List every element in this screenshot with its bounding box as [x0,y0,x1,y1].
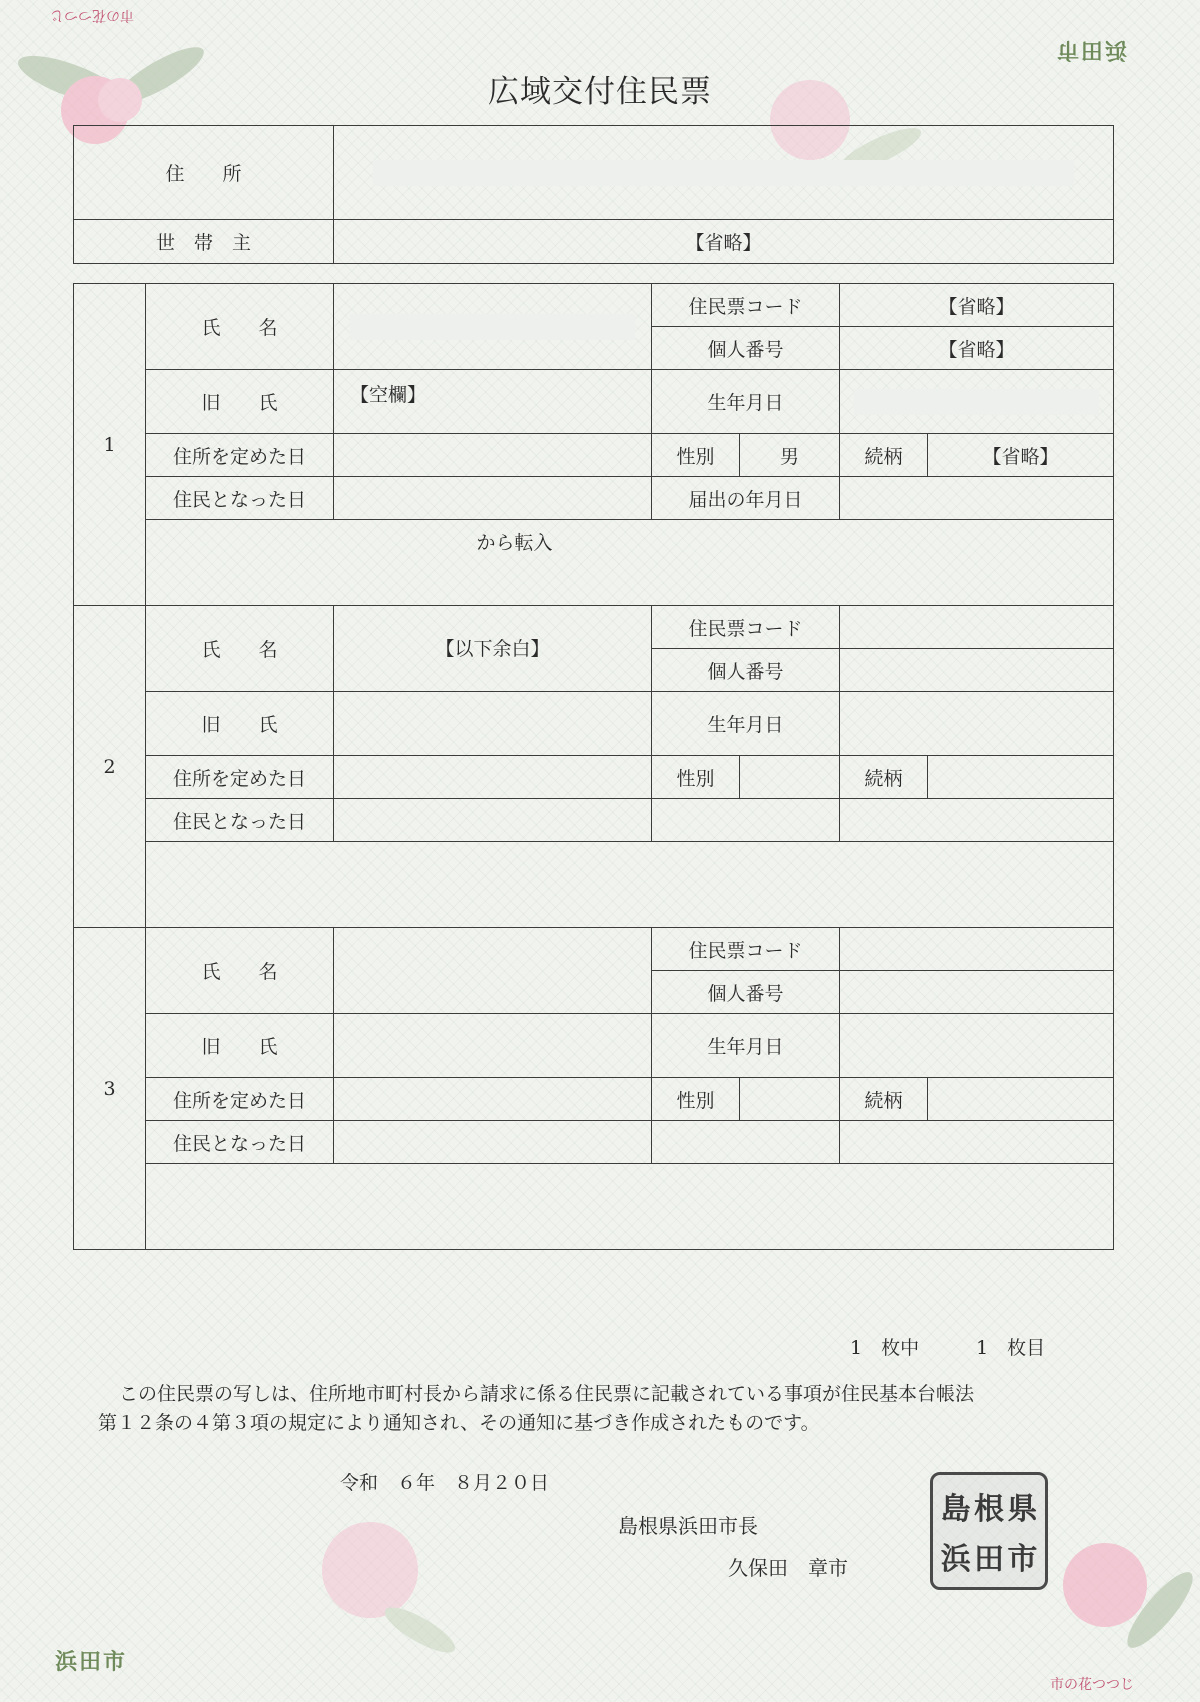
address-date-value [334,1078,652,1121]
note-line-1: この住民票の写しは、住所地市町村長から請求に係る住民票に記載されている事項が住民基本台帳法 [100,1383,975,1405]
former-name-value [334,1014,652,1078]
former-name-value [334,692,652,756]
personal-number-value: 【省略】 [840,327,1114,370]
seal-char: 浜 [940,1542,971,1577]
birth-date-label: 生年月日 [652,1014,840,1078]
seal-char: 市 [1007,1542,1038,1577]
resident-number: 2 [74,606,146,928]
resident-number: 3 [74,928,146,1250]
personal-number-label: 個人番号 [652,649,840,692]
resident-table-2 [73,605,1114,928]
name-value: 【以下余白】 [334,606,652,692]
corner-flower-label-top-left: 市の花つつじ [50,7,134,23]
name-label: 氏 名 [146,284,334,370]
householder-label: 世 帯 主 [74,220,334,264]
personal-number-label: 個人番号 [652,327,840,370]
notify-date-value [652,1121,840,1164]
azalea-decoration-bottom-middle [290,1500,470,1670]
resident-code-label: 住民票コード [652,606,840,649]
seal-char: 県 [1007,1492,1038,1527]
resident-code-label: 住民票コード [652,928,840,971]
resident-table-1 [73,283,1114,606]
birth-date-value [840,370,1114,434]
issuer-name: 久保田 章市 [728,1556,848,1580]
address-date-label: 住所を定めた日 [146,434,334,477]
name-label: 氏 名 [146,928,334,1014]
issue-date: 令和 ６年 ８月２０日 [340,1472,550,1494]
relationship-label: 続柄 [840,1078,928,1121]
issuer-title: 島根県浜田市長 [618,1514,758,1538]
relationship-value: 【省略】 [928,434,1114,477]
name-value [334,928,652,1014]
former-name-label: 旧 氏 [146,370,334,434]
address-date-label: 住所を定めた日 [146,1078,334,1121]
gender-label: 性別 [652,756,740,799]
address-value [334,126,1114,220]
birth-date-label: 生年月日 [652,692,840,756]
seal-char: 根 [973,1492,1004,1527]
remarks-value [146,842,1114,928]
resident-number: 1 [74,284,146,606]
former-name-value: 【空欄】 [334,370,652,434]
former-name-label: 旧 氏 [146,1014,334,1078]
relationship-label: 続柄 [840,434,928,477]
remarks-value: から転入 [146,520,1114,606]
seal-char: 島 [940,1492,971,1527]
birth-date-label: 生年月日 [652,370,840,434]
notify-date-value [652,799,840,842]
remarks-value [146,1164,1114,1250]
resident-date-label: 住民となった日 [146,477,334,520]
personal-number-value [840,649,1114,692]
page-count: 1 枚中 1 枚目 [850,1337,1046,1359]
address-date-label: 住所を定めた日 [146,756,334,799]
relationship-value [928,756,1114,799]
personal-number-label: 個人番号 [652,971,840,1014]
official-seal [930,1472,1048,1590]
gender-value [740,1078,840,1121]
header-table [73,125,1114,264]
address-label: 住 所 [74,126,334,220]
gender-label: 性別 [652,434,740,477]
certification-note [100,1380,1130,1438]
householder-value: 【省略】 [334,220,1114,264]
personal-number-value [840,971,1114,1014]
address-date-value [334,756,652,799]
resident-code-value [840,606,1114,649]
name-value [334,284,652,370]
corner-city-label-bottom-left: 浜田市 [55,1650,128,1675]
document-title: 広域交付住民票 [488,74,712,110]
resident-date-label: 住民となった日 [146,799,334,842]
birth-date-value [840,692,1114,756]
resident-date-value [334,1121,652,1164]
birth-date-value [840,1014,1114,1078]
name-label: 氏 名 [146,606,334,692]
resident-table-3 [73,927,1114,1250]
corner-city-label-top-right: 浜田市 [1055,37,1128,62]
notify-extra-value [840,1121,1114,1164]
resident-date-value [334,799,652,842]
gender-value [740,756,840,799]
address-date-value [334,434,652,477]
note-line-2: 第１２条の４第３項の規定により通知され、その通知に基づき作成されたものです。 [98,1412,820,1434]
gender-value: 男 [740,434,840,477]
former-name-label: 旧 氏 [146,692,334,756]
relationship-label: 続柄 [840,756,928,799]
resident-date-label: 住民となった日 [146,1121,334,1164]
resident-code-value [840,928,1114,971]
corner-flower-label-bottom-right: 市の花つつじ [1050,1677,1134,1693]
gender-label: 性別 [652,1078,740,1121]
resident-date-value [334,477,652,520]
notify-date-label: 届出の年月日 [652,477,840,520]
relationship-value [928,1078,1114,1121]
resident-code-label: 住民票コード [652,284,840,327]
seal-char: 田 [973,1542,1004,1577]
notify-date-value [840,477,1114,520]
resident-code-value: 【省略】 [840,284,1114,327]
notify-extra-value [840,799,1114,842]
